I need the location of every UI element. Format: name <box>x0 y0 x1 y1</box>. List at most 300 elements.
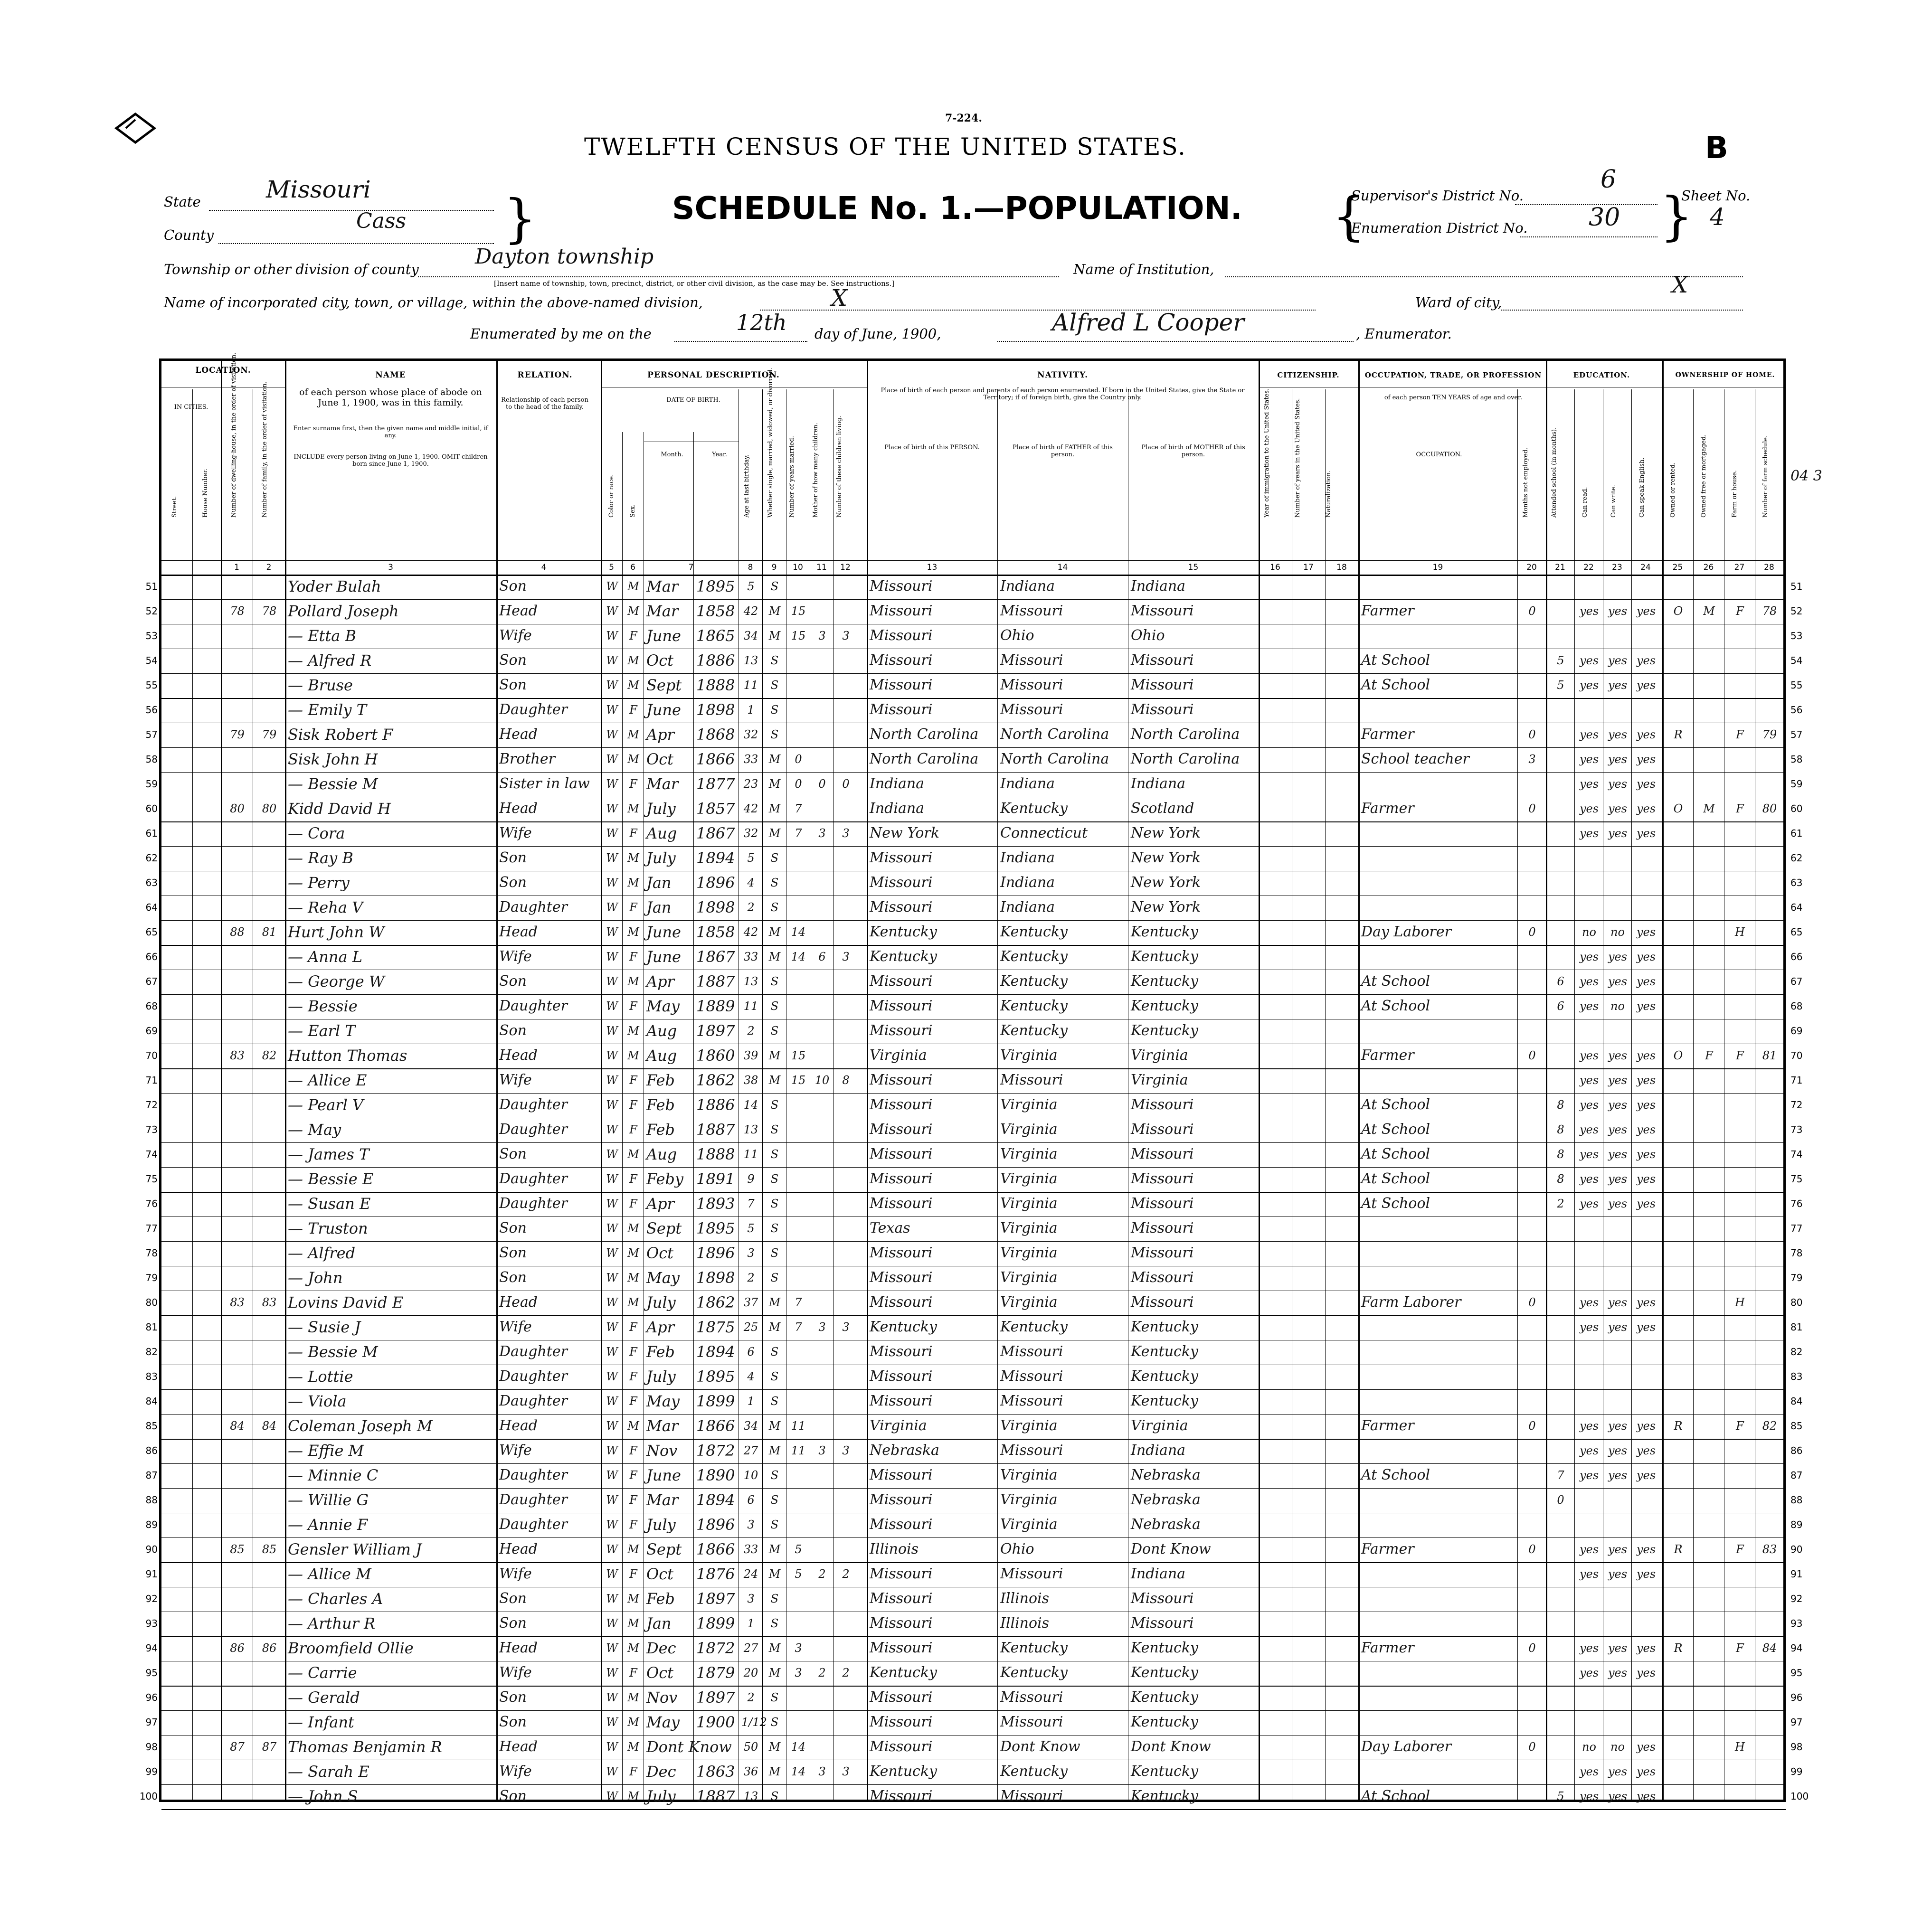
cell-mother-birth: Dont Know <box>1131 1738 1211 1755</box>
cell-month: Mar <box>646 577 679 595</box>
census-title: TWELFTH CENSUS OF THE UNITED STATES. <box>584 133 1186 160</box>
cell-birth: Missouri <box>870 1146 933 1162</box>
cell-write: yes <box>1608 654 1628 667</box>
cell-sex: M <box>627 1592 639 1605</box>
header-year: Year. <box>712 451 727 458</box>
cell-age: 6 <box>747 1345 755 1358</box>
cell-relation: Son <box>499 1022 527 1039</box>
cell-marital: S <box>770 1691 779 1704</box>
cell-color: W <box>606 802 618 815</box>
cell-relation: Head <box>499 1640 538 1656</box>
cell-mother-birth: Missouri <box>1131 1294 1194 1311</box>
cell-marital: S <box>770 876 779 889</box>
cell-father-birth: Ohio <box>1000 1541 1034 1557</box>
cell-father-birth: Virginia <box>1000 1170 1058 1187</box>
column-number: 9 <box>771 563 777 572</box>
cell-color: W <box>606 1049 618 1062</box>
vlabel-immigration: Year of immigration to the United States. <box>1263 388 1270 518</box>
cell-month: July <box>646 1787 676 1805</box>
line-number: 51 <box>1790 581 1803 592</box>
cell-yrs-married: 11 <box>791 1419 806 1433</box>
line-number: 91 <box>145 1568 158 1580</box>
cell-speak: yes <box>1636 1765 1656 1778</box>
cell-year: 1897 <box>696 1688 735 1707</box>
cell-name: — Earl T <box>288 1022 355 1040</box>
cell-sex: F <box>629 827 637 840</box>
cell-marital: S <box>770 1271 779 1284</box>
cell-birth: Missouri <box>870 677 933 693</box>
cell-marital: M <box>768 777 781 791</box>
state-line <box>209 210 494 211</box>
cell-month: Jan <box>646 1614 672 1632</box>
cell-sex: M <box>627 1148 639 1161</box>
supervisor-line <box>1515 204 1657 205</box>
cell-farm: F <box>1736 728 1744 741</box>
cell-speak: yes <box>1636 1123 1656 1136</box>
cell-occupation: Farmer <box>1361 603 1414 619</box>
cell-occupation: Farmer <box>1361 1541 1414 1557</box>
line-number: 61 <box>145 828 158 839</box>
cell-color: W <box>606 1765 618 1778</box>
line-number: 58 <box>145 754 158 765</box>
cell-write: yes <box>1608 950 1628 963</box>
cell-sex: M <box>627 728 639 741</box>
cell-mother-birth: Virginia <box>1131 1417 1188 1434</box>
cell-sex: F <box>629 950 637 963</box>
cell-sex: F <box>629 1444 637 1457</box>
cell-marital: S <box>770 851 779 865</box>
cell-name: — Bessie M <box>288 775 378 793</box>
township-note: [Insert name of township, town, precinct, district, or other civil division, as the case may be. See instructions.] <box>494 279 895 288</box>
cell-write: yes <box>1608 1641 1628 1655</box>
cell-month: June <box>646 627 681 645</box>
cell-write: yes <box>1608 827 1628 840</box>
cell-year: 1863 <box>696 1763 735 1781</box>
cell-speak: yes <box>1636 1740 1656 1754</box>
line-number: 79 <box>145 1272 158 1283</box>
day-of-label: day of June, 1900, <box>814 326 941 342</box>
cell-age: 11 <box>743 679 758 692</box>
cell-sex: F <box>629 1197 637 1210</box>
cell-sex: F <box>629 901 637 914</box>
ward-line <box>1501 310 1743 311</box>
cell-age: 34 <box>743 629 758 642</box>
cell-age: 24 <box>743 1567 758 1581</box>
township-label: Township or other division of county <box>164 261 419 277</box>
cell-marital: M <box>768 925 781 939</box>
cell-read: yes <box>1579 1074 1599 1087</box>
cell-school: 8 <box>1557 1098 1564 1112</box>
cell-mother-birth: Dont Know <box>1131 1541 1211 1557</box>
supervisor-value: 6 <box>1601 165 1617 194</box>
cell-color: W <box>606 1790 618 1803</box>
cell-farm: F <box>1736 1049 1744 1062</box>
cell-month: July <box>646 800 676 818</box>
line-number: 77 <box>1790 1223 1803 1234</box>
line-number: 72 <box>145 1099 158 1111</box>
cell-father-birth: North Carolina <box>1000 751 1109 767</box>
cell-year: 1868 <box>696 726 735 744</box>
cell-months-unemp: 0 <box>1528 1641 1536 1655</box>
cell-father-birth: Indiana <box>1000 775 1055 792</box>
cell-marital: S <box>770 1000 779 1013</box>
cell-name: Gensler William J <box>288 1540 422 1558</box>
cell-relation: Head <box>499 726 538 743</box>
cell-marital: M <box>768 1320 781 1334</box>
line-number: 74 <box>1790 1149 1803 1160</box>
cell-month: July <box>646 1516 676 1534</box>
cell-father-birth: Ohio <box>1000 627 1034 644</box>
vlabel-mother-of: Mother of how many children. <box>812 423 819 518</box>
vlabel-owned-rented: Owned or rented. <box>1669 462 1676 518</box>
cell-occupation: At School <box>1361 1096 1430 1113</box>
cell-yrs-married: 7 <box>795 827 802 840</box>
cell-year: 1898 <box>696 898 735 916</box>
cell-year: 1894 <box>696 1491 735 1509</box>
cell-dwelling: 83 <box>230 1296 245 1309</box>
cell-relation: Head <box>499 1417 538 1434</box>
cell-write: yes <box>1608 1666 1628 1679</box>
cell-relation: Brother <box>499 751 555 767</box>
cell-occupation: At School <box>1361 998 1430 1014</box>
line-number: 85 <box>145 1420 158 1432</box>
cell-father-birth: Kentucky <box>1000 998 1068 1014</box>
line-number: 100 <box>1790 1791 1809 1802</box>
cell-months-unemp: 0 <box>1528 1296 1536 1309</box>
line-number: 57 <box>145 729 158 740</box>
column-number: 28 <box>1764 563 1774 572</box>
cell-marital: M <box>768 1543 781 1556</box>
cell-mother-birth: Missouri <box>1131 1170 1194 1187</box>
cell-write: yes <box>1608 1123 1628 1136</box>
cell-color: W <box>606 950 618 963</box>
cell-marital: S <box>770 654 779 667</box>
cell-father-birth: Missouri <box>1000 1566 1063 1582</box>
cell-occupation: At School <box>1361 1195 1430 1212</box>
cell-family: 79 <box>262 728 277 741</box>
cell-marital: M <box>768 1641 781 1655</box>
cell-marital: S <box>770 1493 779 1507</box>
cell-father-birth: Kentucky <box>1000 1664 1068 1681</box>
cell-read: no <box>1582 925 1596 939</box>
line-number: 52 <box>1790 605 1803 617</box>
cell-owned: O <box>1673 1049 1683 1062</box>
cell-mother-birth: Missouri <box>1131 1220 1194 1236</box>
cell-father-birth: Missouri <box>1000 1689 1063 1706</box>
cell-school: 5 <box>1557 654 1564 667</box>
cell-speak: yes <box>1636 1666 1656 1679</box>
cell-age: 37 <box>743 1296 758 1309</box>
cell-write: yes <box>1608 802 1628 815</box>
cell-marital: M <box>768 802 781 815</box>
cell-speak: yes <box>1636 1567 1656 1581</box>
cell-mother-of: 3 <box>818 827 826 840</box>
cell-yrs-married: 15 <box>791 1074 806 1087</box>
cell-living: 3 <box>842 1444 850 1457</box>
cell-sex: F <box>629 1469 637 1482</box>
cell-father-birth: Indiana <box>1000 899 1055 915</box>
cell-birth: Kentucky <box>870 924 937 940</box>
cell-schedule: 83 <box>1762 1543 1777 1556</box>
cell-relation: Daughter <box>499 1491 568 1508</box>
cell-sex: M <box>627 679 639 692</box>
cell-name: Sisk Robert F <box>288 726 393 744</box>
cell-age: 1 <box>747 1395 755 1408</box>
cell-birth: Missouri <box>870 578 933 594</box>
cell-birth: Missouri <box>870 1121 933 1138</box>
cell-year: 1876 <box>696 1565 735 1583</box>
cell-month: Aug <box>646 1145 677 1163</box>
cell-age: 4 <box>747 1370 755 1383</box>
cell-read: yes <box>1579 802 1599 815</box>
cell-birth: Missouri <box>870 1467 933 1483</box>
column-number: 27 <box>1734 563 1745 572</box>
cell-mother-of: 0 <box>818 777 826 791</box>
line-number: 96 <box>1790 1692 1803 1703</box>
column-number: 18 <box>1336 563 1347 572</box>
cell-marital: S <box>770 975 779 988</box>
cell-name: — Lottie <box>288 1368 353 1386</box>
cell-month: June <box>646 948 681 966</box>
cell-color: W <box>606 1543 618 1556</box>
cell-age: 27 <box>743 1641 758 1655</box>
cell-color: W <box>606 679 618 692</box>
cell-mother-birth: Scotland <box>1131 800 1194 817</box>
cell-age: 4 <box>747 876 755 889</box>
cell-name: — James T <box>288 1145 369 1163</box>
line-number: 81 <box>1790 1321 1803 1333</box>
line-number: 65 <box>145 926 158 938</box>
cell-age: 14 <box>743 1098 758 1112</box>
cell-name: Thomas Benjamin R <box>288 1738 442 1756</box>
cell-months-unemp: 0 <box>1528 1740 1536 1754</box>
county-label: County <box>164 227 214 243</box>
cell-write: yes <box>1608 777 1628 791</box>
cell-occupation: Farmer <box>1361 1417 1414 1434</box>
cell-yrs-married: 15 <box>791 1049 806 1062</box>
line-number: 80 <box>145 1297 158 1308</box>
cell-name: — Arthur R <box>288 1614 376 1632</box>
cell-sex: M <box>627 1049 639 1062</box>
cell-yrs-married: 3 <box>795 1641 802 1655</box>
cell-age: 42 <box>743 604 758 618</box>
cell-speak: yes <box>1636 1543 1656 1556</box>
cell-sex: M <box>627 925 639 939</box>
cell-month: June <box>646 923 681 941</box>
cell-color: W <box>606 1419 618 1433</box>
cell-month: Jan <box>646 898 672 916</box>
cell-write: yes <box>1608 604 1628 618</box>
ward-value: X <box>1672 272 1688 298</box>
cell-marital: S <box>770 1148 779 1161</box>
line-number: 64 <box>1790 902 1803 913</box>
cell-month: June <box>646 1466 681 1484</box>
cell-sex: M <box>627 1691 639 1704</box>
table-row <box>161 1809 1786 1810</box>
cell-relation: Daughter <box>499 1516 568 1533</box>
line-number: 55 <box>145 679 158 691</box>
cell-age: 50 <box>743 1740 758 1754</box>
cell-read: yes <box>1579 950 1599 963</box>
cell-name: — Reha V <box>288 898 363 916</box>
cell-year: 1887 <box>696 1121 735 1139</box>
enumeration-label: Enumeration District No. <box>1351 220 1528 236</box>
cell-name: — Allice E <box>288 1071 367 1089</box>
cell-sex: M <box>627 1419 639 1433</box>
cell-age: 5 <box>747 1222 755 1235</box>
cell-occupation: At School <box>1361 1788 1430 1804</box>
cell-name: — Alfred R <box>288 651 372 670</box>
line-number: 63 <box>145 877 158 888</box>
cell-read: yes <box>1579 1049 1599 1062</box>
cell-year: 1866 <box>696 1417 735 1435</box>
state-value: Missouri <box>266 176 371 203</box>
cell-name: — Gerald <box>288 1688 360 1707</box>
line-number: 79 <box>1790 1272 1803 1283</box>
line-number: 100 <box>139 1791 158 1802</box>
cell-relation: Daughter <box>499 1195 568 1212</box>
cell-age: 10 <box>743 1469 758 1482</box>
cell-year: 1872 <box>696 1442 735 1460</box>
header-occupation-desc: of each person TEN YEARS of age and over. <box>1384 394 1523 401</box>
line-number: 78 <box>1790 1247 1803 1259</box>
cell-color: W <box>606 1444 618 1457</box>
cell-color: W <box>606 580 618 593</box>
cell-birth: Missouri <box>870 1393 933 1409</box>
cell-month: Oct <box>646 1244 674 1262</box>
line-number: 97 <box>145 1717 158 1728</box>
cell-sex: M <box>627 876 639 889</box>
line-number: 99 <box>1790 1766 1803 1777</box>
cell-yrs-married: 3 <box>795 1666 802 1679</box>
cell-birth: Missouri <box>870 1245 933 1261</box>
cell-speak: yes <box>1636 1296 1656 1309</box>
column-number: 25 <box>1672 563 1683 572</box>
cell-relation: Daughter <box>499 1467 568 1483</box>
cell-sex: F <box>629 1320 637 1334</box>
cell-living: 2 <box>842 1666 850 1679</box>
cell-marital: M <box>768 827 781 840</box>
cell-speak: yes <box>1636 802 1656 815</box>
line-number: 94 <box>145 1642 158 1654</box>
cell-father-birth: Virginia <box>1000 1491 1058 1508</box>
cell-read: yes <box>1579 1765 1599 1778</box>
cell-name: — Alfred <box>288 1244 356 1262</box>
cell-father-birth: Indiana <box>1000 874 1055 891</box>
cell-speak: yes <box>1636 925 1656 939</box>
cell-read: yes <box>1579 1444 1599 1457</box>
cell-mother-of: 2 <box>818 1666 826 1679</box>
cell-age: 27 <box>743 1444 758 1457</box>
cell-mother-birth: Indiana <box>1131 775 1186 792</box>
cell-mother-of: 6 <box>818 950 826 963</box>
cell-farm: H <box>1735 1740 1745 1754</box>
line-number: 69 <box>145 1025 158 1037</box>
cell-age: 3 <box>747 1518 755 1531</box>
cell-father-birth: Indiana <box>1000 578 1055 594</box>
cell-color: W <box>606 876 618 889</box>
line-number: 58 <box>1790 754 1803 765</box>
cell-sex: F <box>629 1518 637 1531</box>
cell-speak: yes <box>1636 1197 1656 1210</box>
cell-read: yes <box>1579 1296 1599 1309</box>
cell-read: yes <box>1579 1123 1599 1136</box>
cell-color: W <box>606 1345 618 1358</box>
cell-mother-birth: Kentucky <box>1131 1763 1198 1780</box>
cell-mother-birth: Virginia <box>1131 1072 1188 1088</box>
cell-relation: Son <box>499 1714 527 1730</box>
vlabel-months-unemployed: Months not employed. <box>1522 447 1529 518</box>
cell-age: 42 <box>743 925 758 939</box>
cell-months-unemp: 0 <box>1528 802 1536 815</box>
cell-speak: yes <box>1636 975 1656 988</box>
cell-marital: S <box>770 1790 779 1803</box>
cell-relation: Daughter <box>499 899 568 915</box>
line-number: 82 <box>145 1346 158 1358</box>
cell-marital: M <box>768 1666 781 1679</box>
cell-year: 1866 <box>696 750 735 768</box>
cell-year: 1867 <box>696 948 735 966</box>
cell-farm: F <box>1736 1641 1744 1655</box>
cell-age: 5 <box>747 580 755 593</box>
cell-relation: Son <box>499 652 527 669</box>
cell-months-unemp: 0 <box>1528 1049 1536 1062</box>
line-number: 75 <box>145 1173 158 1185</box>
sheet-letter: B <box>1705 131 1728 166</box>
cell-relation: Wife <box>499 1072 532 1088</box>
cell-school: 8 <box>1557 1123 1564 1136</box>
cell-schedule: 79 <box>1762 728 1777 741</box>
cell-occupation: School teacher <box>1361 751 1469 767</box>
cell-birth: Missouri <box>870 652 933 669</box>
cell-father-birth: Virginia <box>1000 1047 1058 1064</box>
line-number: 86 <box>1790 1445 1803 1456</box>
column-number: 3 <box>388 563 393 572</box>
line-number: 52 <box>145 605 158 617</box>
cell-sex: F <box>629 1172 637 1186</box>
line-number: 59 <box>1790 778 1803 790</box>
township-line <box>418 276 1059 277</box>
cell-father-birth: Virginia <box>1000 1269 1058 1286</box>
cell-color: W <box>606 1493 618 1507</box>
cell-marital: M <box>768 1567 781 1581</box>
cell-mother-birth: Ohio <box>1131 627 1165 644</box>
column-number: 13 <box>927 563 938 572</box>
cell-name: Pollard Joseph <box>288 602 399 620</box>
cell-mother-birth: North Carolina <box>1131 751 1240 767</box>
cell-birth: Missouri <box>870 1590 933 1607</box>
column-number: 21 <box>1555 563 1565 572</box>
cell-color: W <box>606 1592 618 1605</box>
cell-color: W <box>606 975 618 988</box>
cell-father-birth: Kentucky <box>1000 1640 1068 1656</box>
cell-school: 6 <box>1557 975 1564 988</box>
cell-name: — Charles A <box>288 1590 383 1608</box>
cell-sex: F <box>629 1000 637 1013</box>
cell-name: Yoder Bulah <box>288 577 381 595</box>
line-number: 89 <box>145 1519 158 1530</box>
cell-birth: Missouri <box>870 1022 933 1039</box>
header-citizenship: CITIZENSHIP. <box>1277 371 1340 379</box>
cell-free: F <box>1705 1049 1713 1062</box>
header-nativity: NATIVITY. <box>1037 370 1089 380</box>
line-number: 61 <box>1790 828 1803 839</box>
cell-write: yes <box>1608 1543 1628 1556</box>
cell-year: 1887 <box>696 972 735 990</box>
cell-speak: yes <box>1636 654 1656 667</box>
cell-mother-birth: Kentucky <box>1131 1393 1198 1409</box>
line-number: 55 <box>1790 679 1803 691</box>
